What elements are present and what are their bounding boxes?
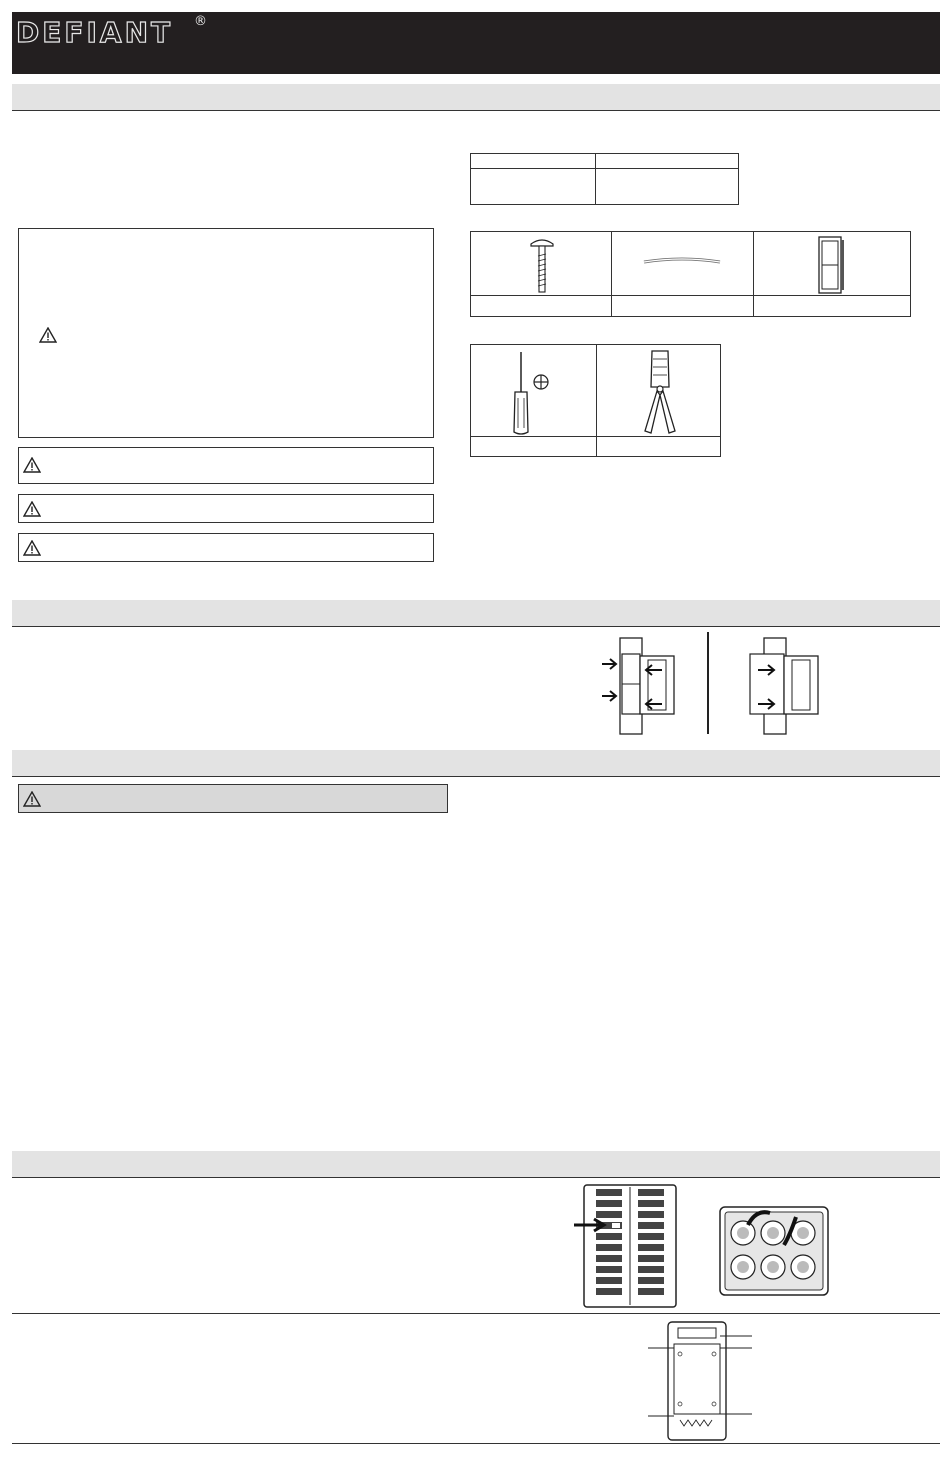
- warning-box-1: [18, 447, 434, 484]
- device-back-icon: [644, 1320, 756, 1442]
- breaker-panel-icon: [574, 1183, 678, 1309]
- warning-triangle-icon: [23, 501, 41, 517]
- wire-stripper-icon: [635, 347, 685, 437]
- switch-side-view-illustration: [600, 636, 686, 736]
- warning-box-3: [18, 533, 434, 562]
- hardware-label-cell: [611, 295, 754, 317]
- warning-banner: [18, 784, 448, 813]
- section-divider: [12, 1313, 940, 1314]
- section-header-2: [12, 600, 940, 627]
- warning-triangle-icon: [23, 791, 41, 807]
- section-header-1: [12, 84, 940, 111]
- tool-cell-screwdriver: [470, 344, 597, 437]
- tools-required-table: [470, 344, 721, 457]
- warning-triangle-icon: [23, 540, 41, 556]
- hardware-included-table: [470, 231, 911, 317]
- spec-value-cell: [596, 169, 739, 205]
- hardware-label-cell: [470, 295, 612, 317]
- warning-triangle-icon: [39, 327, 57, 343]
- hardware-cell-screw: [470, 231, 612, 296]
- warning-triangle-icon: [23, 457, 41, 473]
- section-header-3: [12, 750, 940, 777]
- hardware-cell-wire: [611, 231, 754, 296]
- switch-installed-illustration: [744, 636, 830, 736]
- illustration-divider: [707, 632, 709, 734]
- switch-plate-icon: [816, 235, 846, 295]
- phillips-screwdriver-icon: [509, 348, 559, 436]
- wire-icon: [642, 254, 722, 268]
- fuse-box-icon: [718, 1205, 832, 1297]
- tool-label-cell: [596, 436, 721, 457]
- spec-value-cell: [471, 169, 596, 205]
- registered-mark: ®: [194, 14, 207, 29]
- tool-cell-wire-stripper: [596, 344, 721, 437]
- section-header-4: [12, 1151, 940, 1178]
- hardware-label-cell: [753, 295, 911, 317]
- spec-header-cell: [596, 154, 739, 169]
- hardware-cell-switch: [753, 231, 911, 296]
- spec-header-cell: [471, 154, 596, 169]
- mounting-screw-icon: [527, 236, 557, 294]
- safety-notice-box: [18, 228, 434, 438]
- specifications-table: [470, 153, 739, 205]
- warning-box-2: [18, 494, 434, 523]
- tool-label-cell: [470, 436, 597, 457]
- bottom-divider: [12, 1443, 940, 1444]
- brand-logo: DEFIANT: [16, 16, 174, 49]
